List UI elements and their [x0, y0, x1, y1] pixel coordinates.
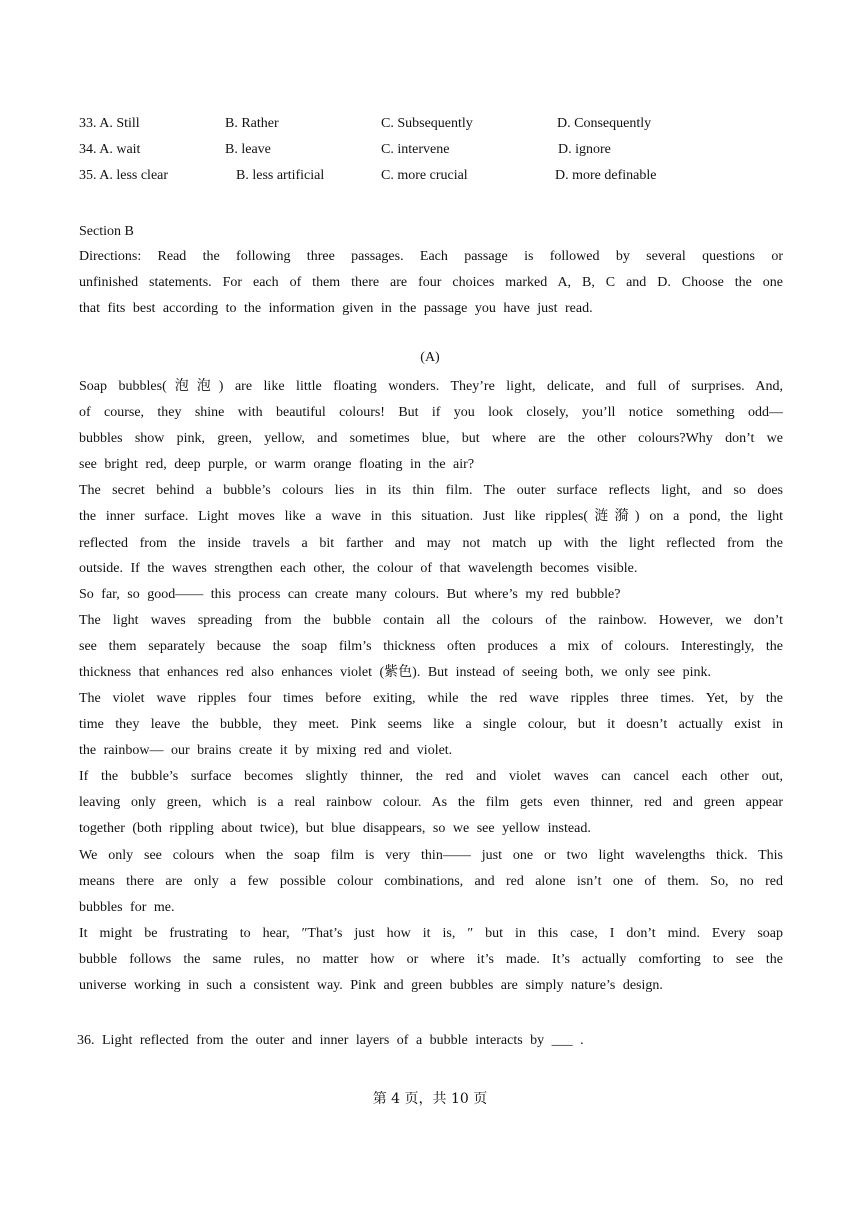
passage-line: bubble follows the same rules, no matter how or where it’s made. It’s actually comforting to see the — [79, 952, 783, 967]
passage-line: The secret behind a bubble’s colours lies in its thin film. The outer surface reflects light, and so does — [79, 483, 783, 498]
passage-line: bubbles show pink, green, yellow, and sometimes blue, but where are the other colours?Why don’t we — [79, 431, 783, 446]
passage-line: means there are only a few possible colour combinations, and red alone isn’t one of them. So, no red — [79, 874, 783, 889]
passage-line: outside. If the waves strengthen each other, the colour of that wavelength becomes visible. — [79, 561, 638, 576]
passage-line: time they leave the bubble, they meet. Pink seems like a single colour, but it doesn’t actually exist in — [79, 717, 783, 732]
passage-line: We only see colours when the soap film is very thin—— just one or two light wavelengths thick. This — [79, 848, 783, 863]
passage-line: The light waves spreading from the bubble contain all the colours of the rainbow. However, we don’t — [79, 613, 783, 628]
passage-line: So far, so good—— this process can create many colours. But where’s my red bubble? — [79, 587, 621, 602]
passage-line: It might be frustrating to hear, ″That’s just how it is, ″ but in this case, I don’t mind. Every soap — [79, 926, 783, 941]
passage-line: reflected from the inside travels a bit farther and may not match up with the light reflected from the — [79, 536, 783, 551]
passage-line: The violet wave ripples four times before exiting, while the red wave ripples three times. Yet, by the — [79, 691, 783, 706]
passage-line: leaving only green, which is a real rainbow colour. As the film gets even thinner, red and green appear — [79, 795, 783, 810]
page-footer: 第 4 页，共 10 页 — [372, 1091, 488, 1107]
passage-line: universe working in such a consistent way. Pink and green bubbles are simply nature’s design. — [79, 978, 663, 993]
option-b: B. leave — [225, 142, 271, 157]
passage-line: together (both rippling about twice), but blue disappears, so we see yellow instead. — [79, 821, 591, 836]
option-a: 33. A. Still — [79, 116, 140, 131]
option-row-33 — [79, 116, 779, 136]
passage-line: bubbles for me. — [79, 900, 175, 915]
passage-line: of course, they shine with beautiful colours! But if you look closely, you’ll notice something odd— — [79, 405, 783, 420]
directions-line: that fits best according to the information given in the passage you have just read. — [79, 301, 593, 316]
passage-line: see bright red, deep purple, or warm orange floating in the air? — [79, 457, 475, 472]
option-c: C. intervene — [381, 142, 450, 157]
passage-line: thickness that enhances red also enhances violet (紫色). But instead of seeing both, we only see pink. — [79, 665, 712, 680]
option-row-35 — [79, 168, 779, 188]
option-d: D. more definable — [555, 168, 657, 183]
option-c: C. Subsequently — [381, 116, 473, 131]
section-title: Section B — [79, 224, 134, 239]
passage-line: the inner surface. Light moves like a wave in this situation. Just like ripples(涟漪) on a pond, the light — [79, 509, 783, 524]
question-36: 36. Light reflected from the outer and inner layers of a bubble interacts by ___ . — [77, 1033, 584, 1048]
option-d: D. Consequently — [557, 116, 652, 131]
passage-line: the rainbow— our brains create it by mixing red and violet. — [79, 743, 453, 758]
directions-line: unfinished statements. For each of them there are four choices marked A, B, C and D. Choose the one — [79, 275, 783, 290]
option-a: 35. A. less clear — [79, 168, 169, 183]
option-b: B. Rather — [225, 116, 279, 131]
option-b: B. less artificial — [236, 168, 325, 183]
option-d: D. ignore — [558, 142, 611, 157]
option-c: C. more crucial — [381, 168, 468, 183]
passage-line: Soap bubbles(泡泡) are like little floating wonders. They’re light, delicate, and full of surprises. And, — [79, 379, 783, 394]
passage-line: see them separately because the soap film’s thickness often produces a mix of colours. Interestingly, the — [79, 639, 783, 654]
passage-label: (A) — [420, 350, 440, 365]
option-row-34 — [79, 142, 779, 162]
passage-line: If the bubble’s surface becomes slightly thinner, the red and violet waves can cancel each other out, — [79, 769, 783, 784]
option-a: 34. A. wait — [79, 142, 141, 157]
directions-line: Directions: Read the following three passages. Each passage is followed by several questions or — [79, 249, 783, 264]
